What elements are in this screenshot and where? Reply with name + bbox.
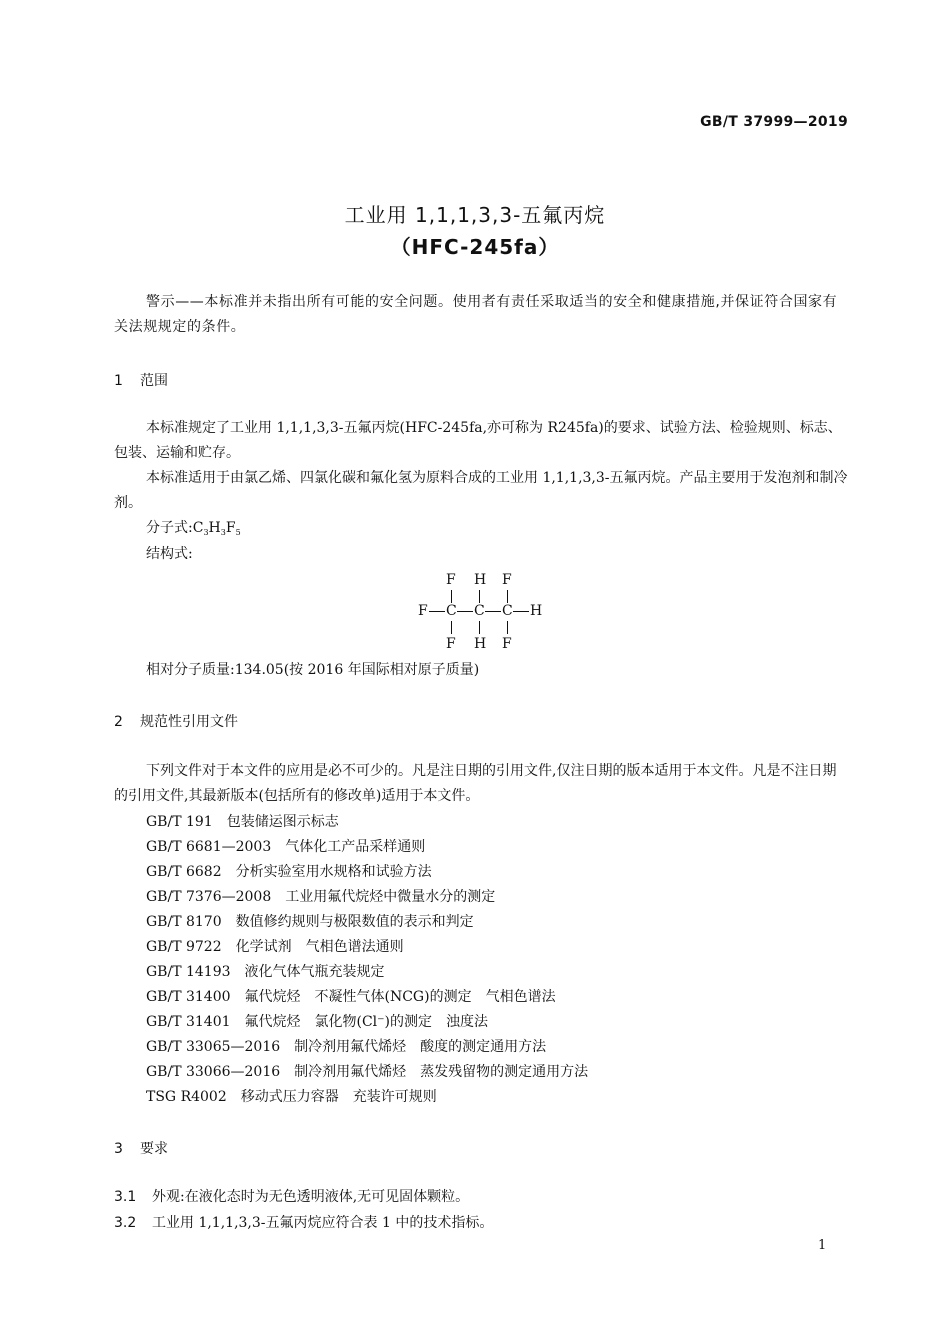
section-1-heading bbox=[114, 370, 168, 390]
reference-item: GB/T 7376—2008 工业用氟代烷烃中微量水分的测定 bbox=[146, 889, 496, 905]
bond-upper-2 bbox=[479, 590, 480, 603]
bond-upper-1 bbox=[451, 590, 452, 603]
section-title: 要求 bbox=[140, 1141, 168, 1157]
atom-top-1: F bbox=[446, 572, 456, 588]
section-2-heading bbox=[114, 711, 238, 731]
clause-text: 外观:在液化态时为无色透明液体,无可见固体颗粒。 bbox=[152, 1189, 470, 1205]
reference-item: TSG R4002 移动式压力容器 充装许可规则 bbox=[146, 1089, 437, 1105]
section-3-heading bbox=[114, 1138, 168, 1158]
atom-mid-5: H bbox=[530, 603, 543, 619]
atom-bottom-2: H bbox=[474, 636, 487, 652]
reference-item: GB/T 9722 化学试剂 气相色谱法通则 bbox=[146, 939, 404, 955]
formula-label: 分子式: bbox=[146, 520, 193, 536]
reference-item: GB/T 14193 液化气体气瓶充装规定 bbox=[146, 964, 385, 980]
atom-top-3: F bbox=[502, 572, 512, 588]
formula-h: H bbox=[208, 520, 221, 536]
reference-item: GB/T 191 包装储运图示标志 bbox=[146, 814, 339, 830]
clause-text: 工业用 1,1,1,3,3-五氟丙烷应符合表 1 中的技术指标。 bbox=[152, 1215, 494, 1231]
atom-mid-4: C bbox=[502, 603, 513, 619]
clause-3-2 bbox=[114, 1212, 493, 1232]
reference-item: GB/T 33066—2016 制冷剂用氟代烯烃 蒸发残留物的测定通用方法 bbox=[146, 1064, 589, 1080]
bond-mid-2 bbox=[457, 611, 473, 612]
bond-mid-4 bbox=[513, 611, 529, 612]
scope-paragraph-2: 本标准适用于由氯乙烯、四氯化碳和氟化氢为原料合成的工业用 1,1,1,3,3-五氟丙烷。产品主要用于发泡剂和制冷剂。 bbox=[114, 470, 848, 511]
bond-lower-3 bbox=[507, 621, 508, 634]
reference-item: GB/T 6681—2003 气体化工产品采样通则 bbox=[146, 839, 426, 855]
warning-text: 警示——本标准并未指出所有可能的安全问题。使用者有责任采取适当的安全和健康措施,并保证符合国家有关法规规定的条件。 bbox=[114, 294, 838, 335]
atom-top-2: H bbox=[474, 572, 487, 588]
clause-number: 3.1 bbox=[114, 1189, 137, 1205]
molecular-formula bbox=[114, 516, 850, 545]
molecular-mass: 相对分子质量:134.05(按 2016 年国际相对原子质量) bbox=[146, 662, 480, 678]
reference-item: GB/T 31401 氟代烷烃 氯化物(Cl⁻)的测定 浊度法 bbox=[146, 1014, 489, 1030]
clause-3-1 bbox=[114, 1186, 469, 1206]
bond-mid-1 bbox=[429, 611, 445, 612]
bond-mid-3 bbox=[485, 611, 501, 612]
formula-c-count: 3 bbox=[203, 528, 209, 537]
formula-c: C bbox=[192, 520, 204, 536]
bond-upper-3 bbox=[507, 590, 508, 603]
section-number: 3 bbox=[114, 1141, 123, 1157]
atom-bottom-1: F bbox=[446, 636, 456, 652]
section-number: 2 bbox=[114, 714, 123, 730]
reference-item: GB/T 6682 分析实验室用水规格和试验方法 bbox=[146, 864, 432, 880]
bond-lower-1 bbox=[451, 621, 452, 634]
formula-f-count: 5 bbox=[235, 528, 241, 537]
atom-bottom-3: F bbox=[502, 636, 512, 652]
reference-item: GB/T 31400 氟代烷烃 不凝性气体(NCG)的测定 气相色谱法 bbox=[146, 989, 556, 1005]
standard-code: GB/T 37999—2019 bbox=[700, 114, 848, 130]
references-intro: 下列文件对于本文件的应用是必不可少的。凡是注日期的引用文件,仅注日期的版本适用于本文件。凡是不注日期的引用文件,其最新版本(包括所有的修改单)适用于本文件。 bbox=[114, 763, 837, 804]
section-title: 范围 bbox=[140, 373, 168, 389]
page-number: 1 bbox=[818, 1238, 827, 1253]
formula-h-count: 3 bbox=[220, 528, 226, 537]
scope-paragraph-1: 本标准规定了工业用 1,1,1,3,3-五氟丙烷(HFC-245fa,亦可称为 R245fa)的要求、试验方法、检验规则、标志、包装、运输和贮存。 bbox=[114, 420, 842, 461]
bond-lower-2 bbox=[479, 621, 480, 634]
structure-label: 结构式: bbox=[146, 546, 193, 562]
doc-title: 工业用 1,1,1,3,3-五氟丙烷 bbox=[344, 203, 606, 227]
section-number: 1 bbox=[114, 373, 123, 389]
doc-subtitle: （HFC-245fa） bbox=[390, 235, 560, 259]
reference-item: GB/T 33065—2016 制冷剂用氟代烯烃 酸度的测定通用方法 bbox=[146, 1039, 547, 1055]
formula-f: F bbox=[225, 520, 236, 536]
atom-mid-3: C bbox=[474, 603, 485, 619]
section-title: 规范性引用文件 bbox=[140, 714, 238, 730]
atom-mid-1: F bbox=[418, 603, 428, 619]
atom-mid-2: C bbox=[446, 603, 457, 619]
reference-item: GB/T 8170 数值修约规则与极限数值的表示和判定 bbox=[146, 914, 474, 930]
clause-number: 3.2 bbox=[114, 1215, 137, 1231]
